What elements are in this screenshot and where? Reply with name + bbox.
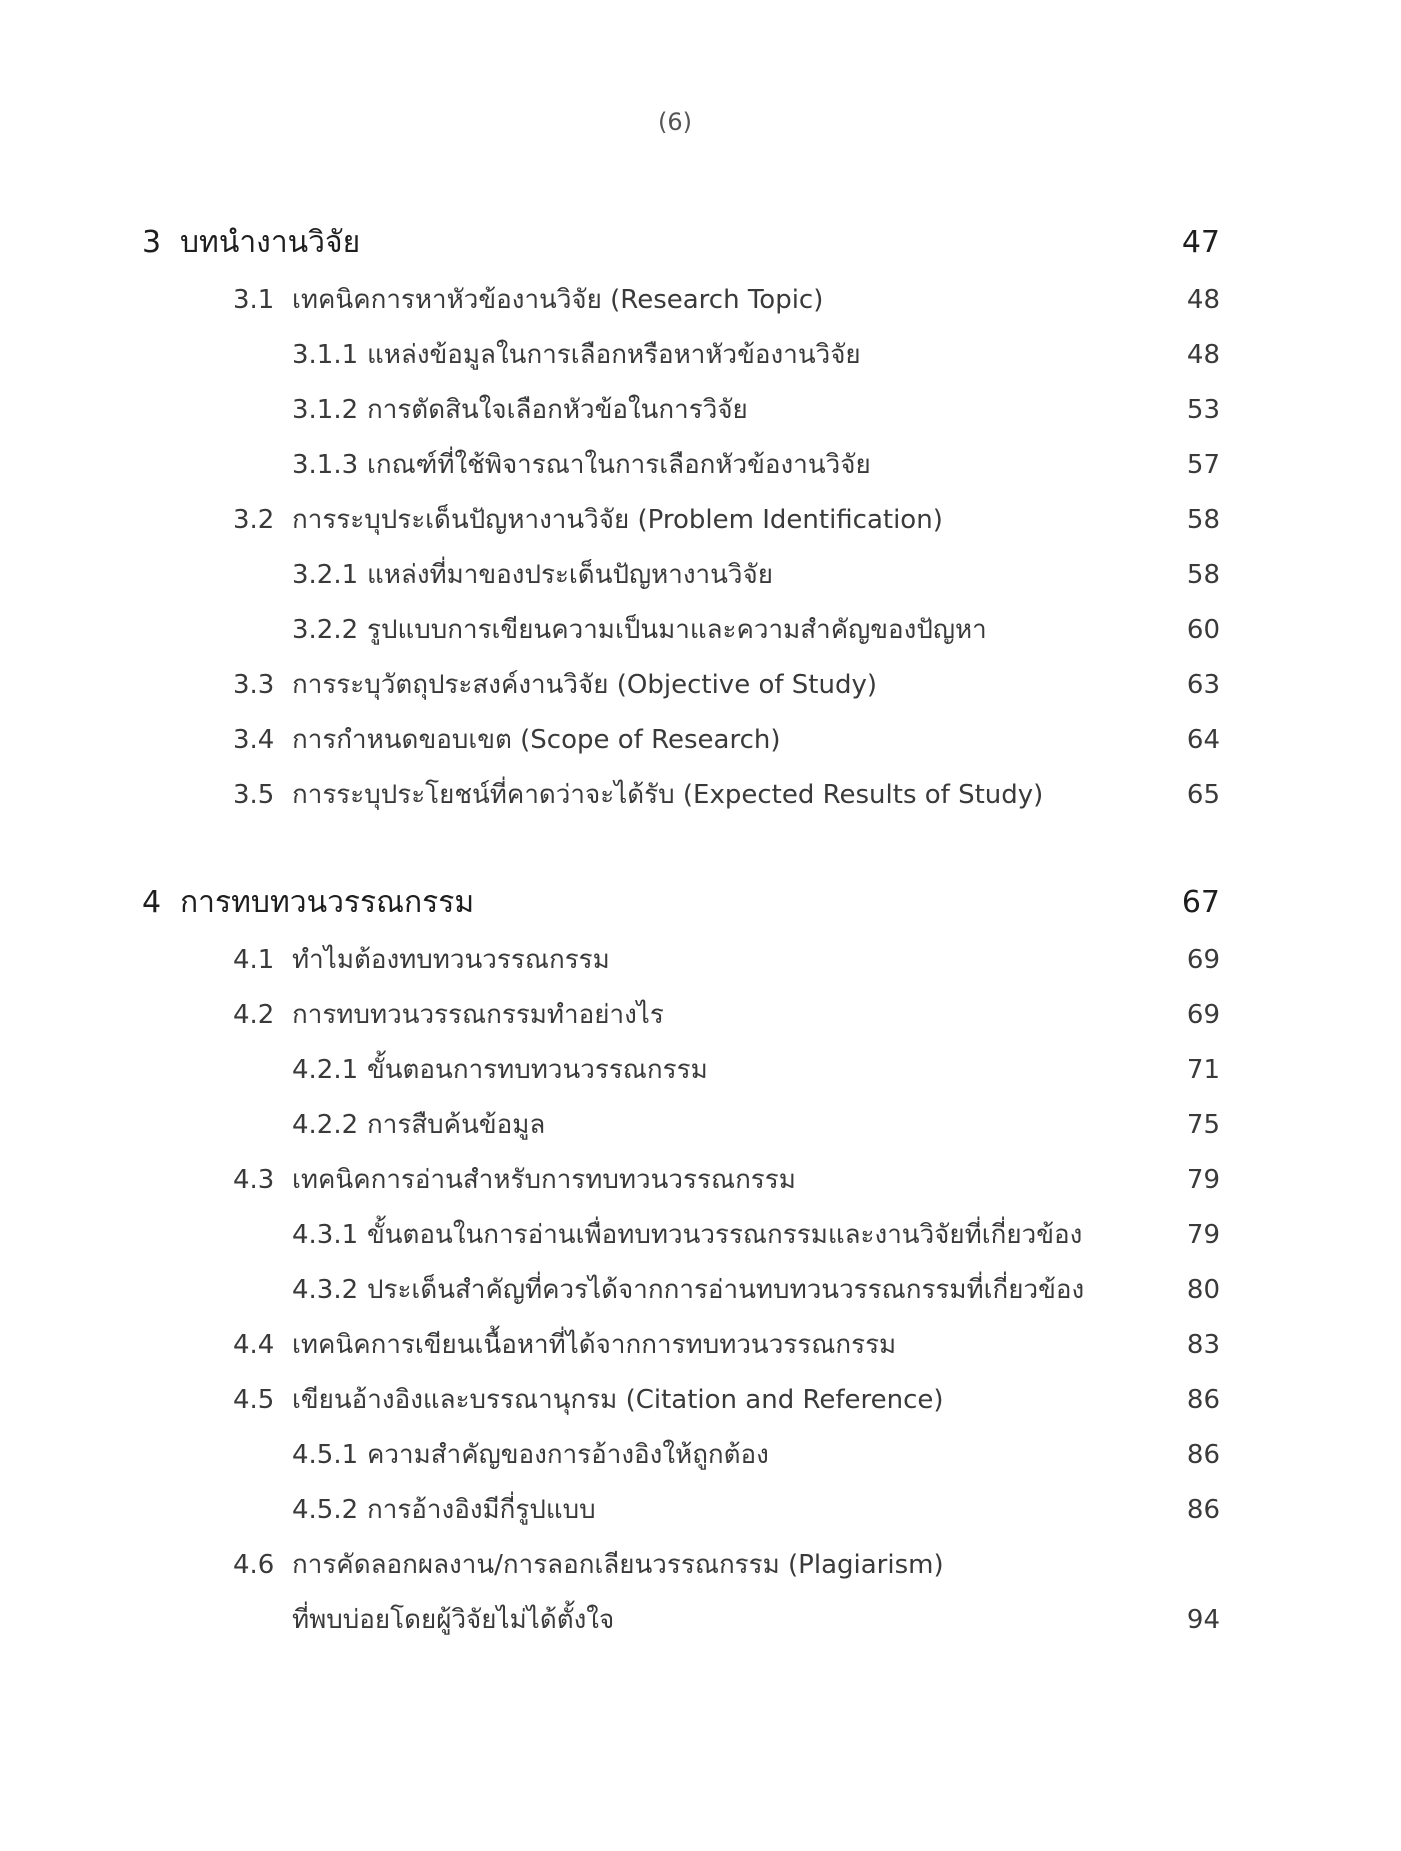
- entry-title: การระบุวัตถุประสงค์งานวิจัย (Objective of Study): [292, 670, 877, 700]
- entry-title: การกำหนดขอบเขต (Scope of Research): [292, 725, 781, 755]
- entry-title: ความสำคัญของการอ้างอิงให้ถูกต้อง: [367, 1440, 769, 1470]
- entry-title: แหล่งที่มาของประเด็นปัญหางานวิจัย: [367, 560, 773, 590]
- page-ref: 63: [1186, 670, 1220, 700]
- entry-number: 4.2.1: [292, 1055, 359, 1085]
- page-ref: 60: [1186, 615, 1220, 645]
- page-ref: 94: [1186, 1605, 1220, 1635]
- toc-entry-4-3-1[interactable]: [0, 1210, 1401, 1260]
- page-ref: 57: [1186, 450, 1220, 480]
- toc-entry-3-1-3[interactable]: [0, 440, 1401, 490]
- chapter-title: การทบทวนวรรณกรรม: [180, 885, 475, 920]
- entry-number: 3.2.1: [292, 560, 359, 590]
- entry-title: ทำไมต้องทบทวนวรรณกรรม: [292, 945, 610, 975]
- toc-entry-3-5[interactable]: [0, 770, 1401, 820]
- page-ref: 83: [1186, 1330, 1220, 1360]
- page-ref: 53: [1186, 395, 1220, 425]
- entry-number: 4.6: [233, 1550, 275, 1580]
- page-ref: 86: [1186, 1495, 1220, 1525]
- toc-entry-3-3[interactable]: [0, 660, 1401, 710]
- toc-entry-3-2[interactable]: [0, 495, 1401, 545]
- entry-number: 4.3.2: [292, 1275, 359, 1305]
- entry-title: การระบุประเด็นปัญหางานวิจัย (Problem Identification): [292, 505, 943, 535]
- toc-chapter-3[interactable]: [0, 218, 1401, 268]
- entry-title: รูปแบบการเขียนความเป็นมาและความสำคัญของปัญหา: [367, 615, 987, 645]
- page-ref: 79: [1186, 1220, 1220, 1250]
- page-ref: 65: [1186, 780, 1220, 810]
- page-ref: 86: [1186, 1440, 1220, 1470]
- page-ref: 48: [1186, 340, 1220, 370]
- toc-entry-4-2-1[interactable]: [0, 1045, 1401, 1095]
- page-ref: 58: [1186, 560, 1220, 590]
- entry-number: 4.2: [233, 1000, 275, 1030]
- toc-entry-4-2[interactable]: [0, 990, 1401, 1040]
- page-ref: 80: [1186, 1275, 1220, 1305]
- entry-title: ขั้นตอนการทบทวนวรรณกรรม: [367, 1055, 708, 1085]
- entry-title: ที่พบบ่อยโดยผู้วิจัยไม่ได้ตั้งใจ: [292, 1605, 615, 1635]
- toc-entry-4-5-1[interactable]: [0, 1430, 1401, 1480]
- page-ref: 75: [1186, 1110, 1220, 1140]
- toc-entry-4-5[interactable]: [0, 1375, 1401, 1425]
- entry-title: การอ้างอิงมีกี่รูปแบบ: [367, 1495, 596, 1525]
- entry-number: 4.4: [233, 1330, 275, 1360]
- chapter-title: บทนำงานวิจัย: [180, 225, 361, 260]
- toc-entry-4-2-2[interactable]: [0, 1100, 1401, 1150]
- entry-title: ประเด็นสำคัญที่ควรได้จากการอ่านทบทวนวรรณกรรมที่เกี่ยวข้อง: [367, 1275, 1085, 1305]
- toc-entry-4-3[interactable]: [0, 1155, 1401, 1205]
- toc-entry-3-1[interactable]: [0, 275, 1401, 325]
- entry-number: 3.4: [233, 725, 275, 755]
- page-ref: 69: [1186, 945, 1220, 975]
- toc-entry-4-4[interactable]: [0, 1320, 1401, 1370]
- page-ref: 86: [1186, 1385, 1220, 1415]
- toc-entry-4-5-2[interactable]: [0, 1485, 1401, 1535]
- entry-number: 3.3: [233, 670, 275, 700]
- entry-number: 3.2: [233, 505, 275, 535]
- toc-entry-3-2-1[interactable]: [0, 550, 1401, 600]
- entry-title: ขั้นตอนในการอ่านเพื่อทบทวนวรรณกรรมและงานวิจัยที่เกี่ยวข้อง: [367, 1220, 1083, 1250]
- toc-entry-4-6[interactable]: [0, 1540, 1401, 1590]
- entry-title: แหล่งข้อมูลในการเลือกหรือหาหัวข้องานวิจัย: [367, 340, 861, 370]
- entry-number: 4.2.2: [292, 1110, 359, 1140]
- toc-entry-3-1-2[interactable]: [0, 385, 1401, 435]
- page-ref: 79: [1186, 1165, 1220, 1195]
- entry-number: 3.1.3: [292, 450, 359, 480]
- entry-title: เทคนิคการเขียนเนื้อหาที่ได้จากการทบทวนวรรณกรรม: [292, 1330, 897, 1360]
- entry-number: 3.2.2: [292, 615, 359, 645]
- page-ref: 64: [1186, 725, 1220, 755]
- page-ref: 67: [1181, 885, 1220, 920]
- entry-number: 3.5: [233, 780, 275, 810]
- toc-chapter-4[interactable]: [0, 878, 1401, 928]
- entry-title: การระบุประโยชน์ที่คาดว่าจะได้รับ (Expected Results of Study): [292, 780, 1044, 810]
- entry-number: 4.1: [233, 945, 275, 975]
- chapter-number: 3: [142, 225, 162, 260]
- entry-title: เทคนิคการหาหัวข้องานวิจัย (Research Topic): [292, 285, 824, 315]
- chapter-number: 4: [142, 885, 162, 920]
- entry-number: 3.1.1: [292, 340, 359, 370]
- entry-number: 3.1.2: [292, 395, 359, 425]
- toc-entry-3-4[interactable]: [0, 715, 1401, 765]
- entry-title: การคัดลอกผลงาน/การลอกเลียนวรรณกรรม (Plagiarism): [292, 1550, 944, 1580]
- toc-entry-4-6-continued[interactable]: [0, 1595, 1401, 1645]
- page-ref: 71: [1186, 1055, 1220, 1085]
- entry-title: เทคนิคการอ่านสำหรับการทบทวนวรรณกรรม: [292, 1165, 796, 1195]
- entry-title: การตัดสินใจเลือกหัวข้อในการวิจัย: [367, 395, 748, 425]
- toc-entry-4-3-2[interactable]: [0, 1265, 1401, 1315]
- page-ref: 47: [1181, 225, 1220, 260]
- entry-number: 4.5.1: [292, 1440, 359, 1470]
- entry-number: 4.5: [233, 1385, 275, 1415]
- toc-entry-3-1-1[interactable]: [0, 330, 1401, 380]
- page-number: (6): [658, 108, 692, 136]
- page-ref: 58: [1186, 505, 1220, 535]
- entry-title: เกณฑ์ที่ใช้พิจารณาในการเลือกหัวข้องานวิจัย: [367, 450, 871, 480]
- entry-number: 4.3.1: [292, 1220, 359, 1250]
- toc-entry-4-1[interactable]: [0, 935, 1401, 985]
- page-ref: 69: [1186, 1000, 1220, 1030]
- entry-number: 3.1: [233, 285, 275, 315]
- entry-number: 4.5.2: [292, 1495, 359, 1525]
- page-ref: 48: [1186, 285, 1220, 315]
- entry-title: เขียนอ้างอิงและบรรณานุกรม (Citation and Reference): [292, 1385, 944, 1415]
- entry-title: การทบทวนวรรณกรรมทำอย่างไร: [292, 1000, 664, 1030]
- toc-entry-3-2-2[interactable]: [0, 605, 1401, 655]
- entry-title: การสืบค้นข้อมูล: [367, 1110, 546, 1140]
- entry-number: 4.3: [233, 1165, 275, 1195]
